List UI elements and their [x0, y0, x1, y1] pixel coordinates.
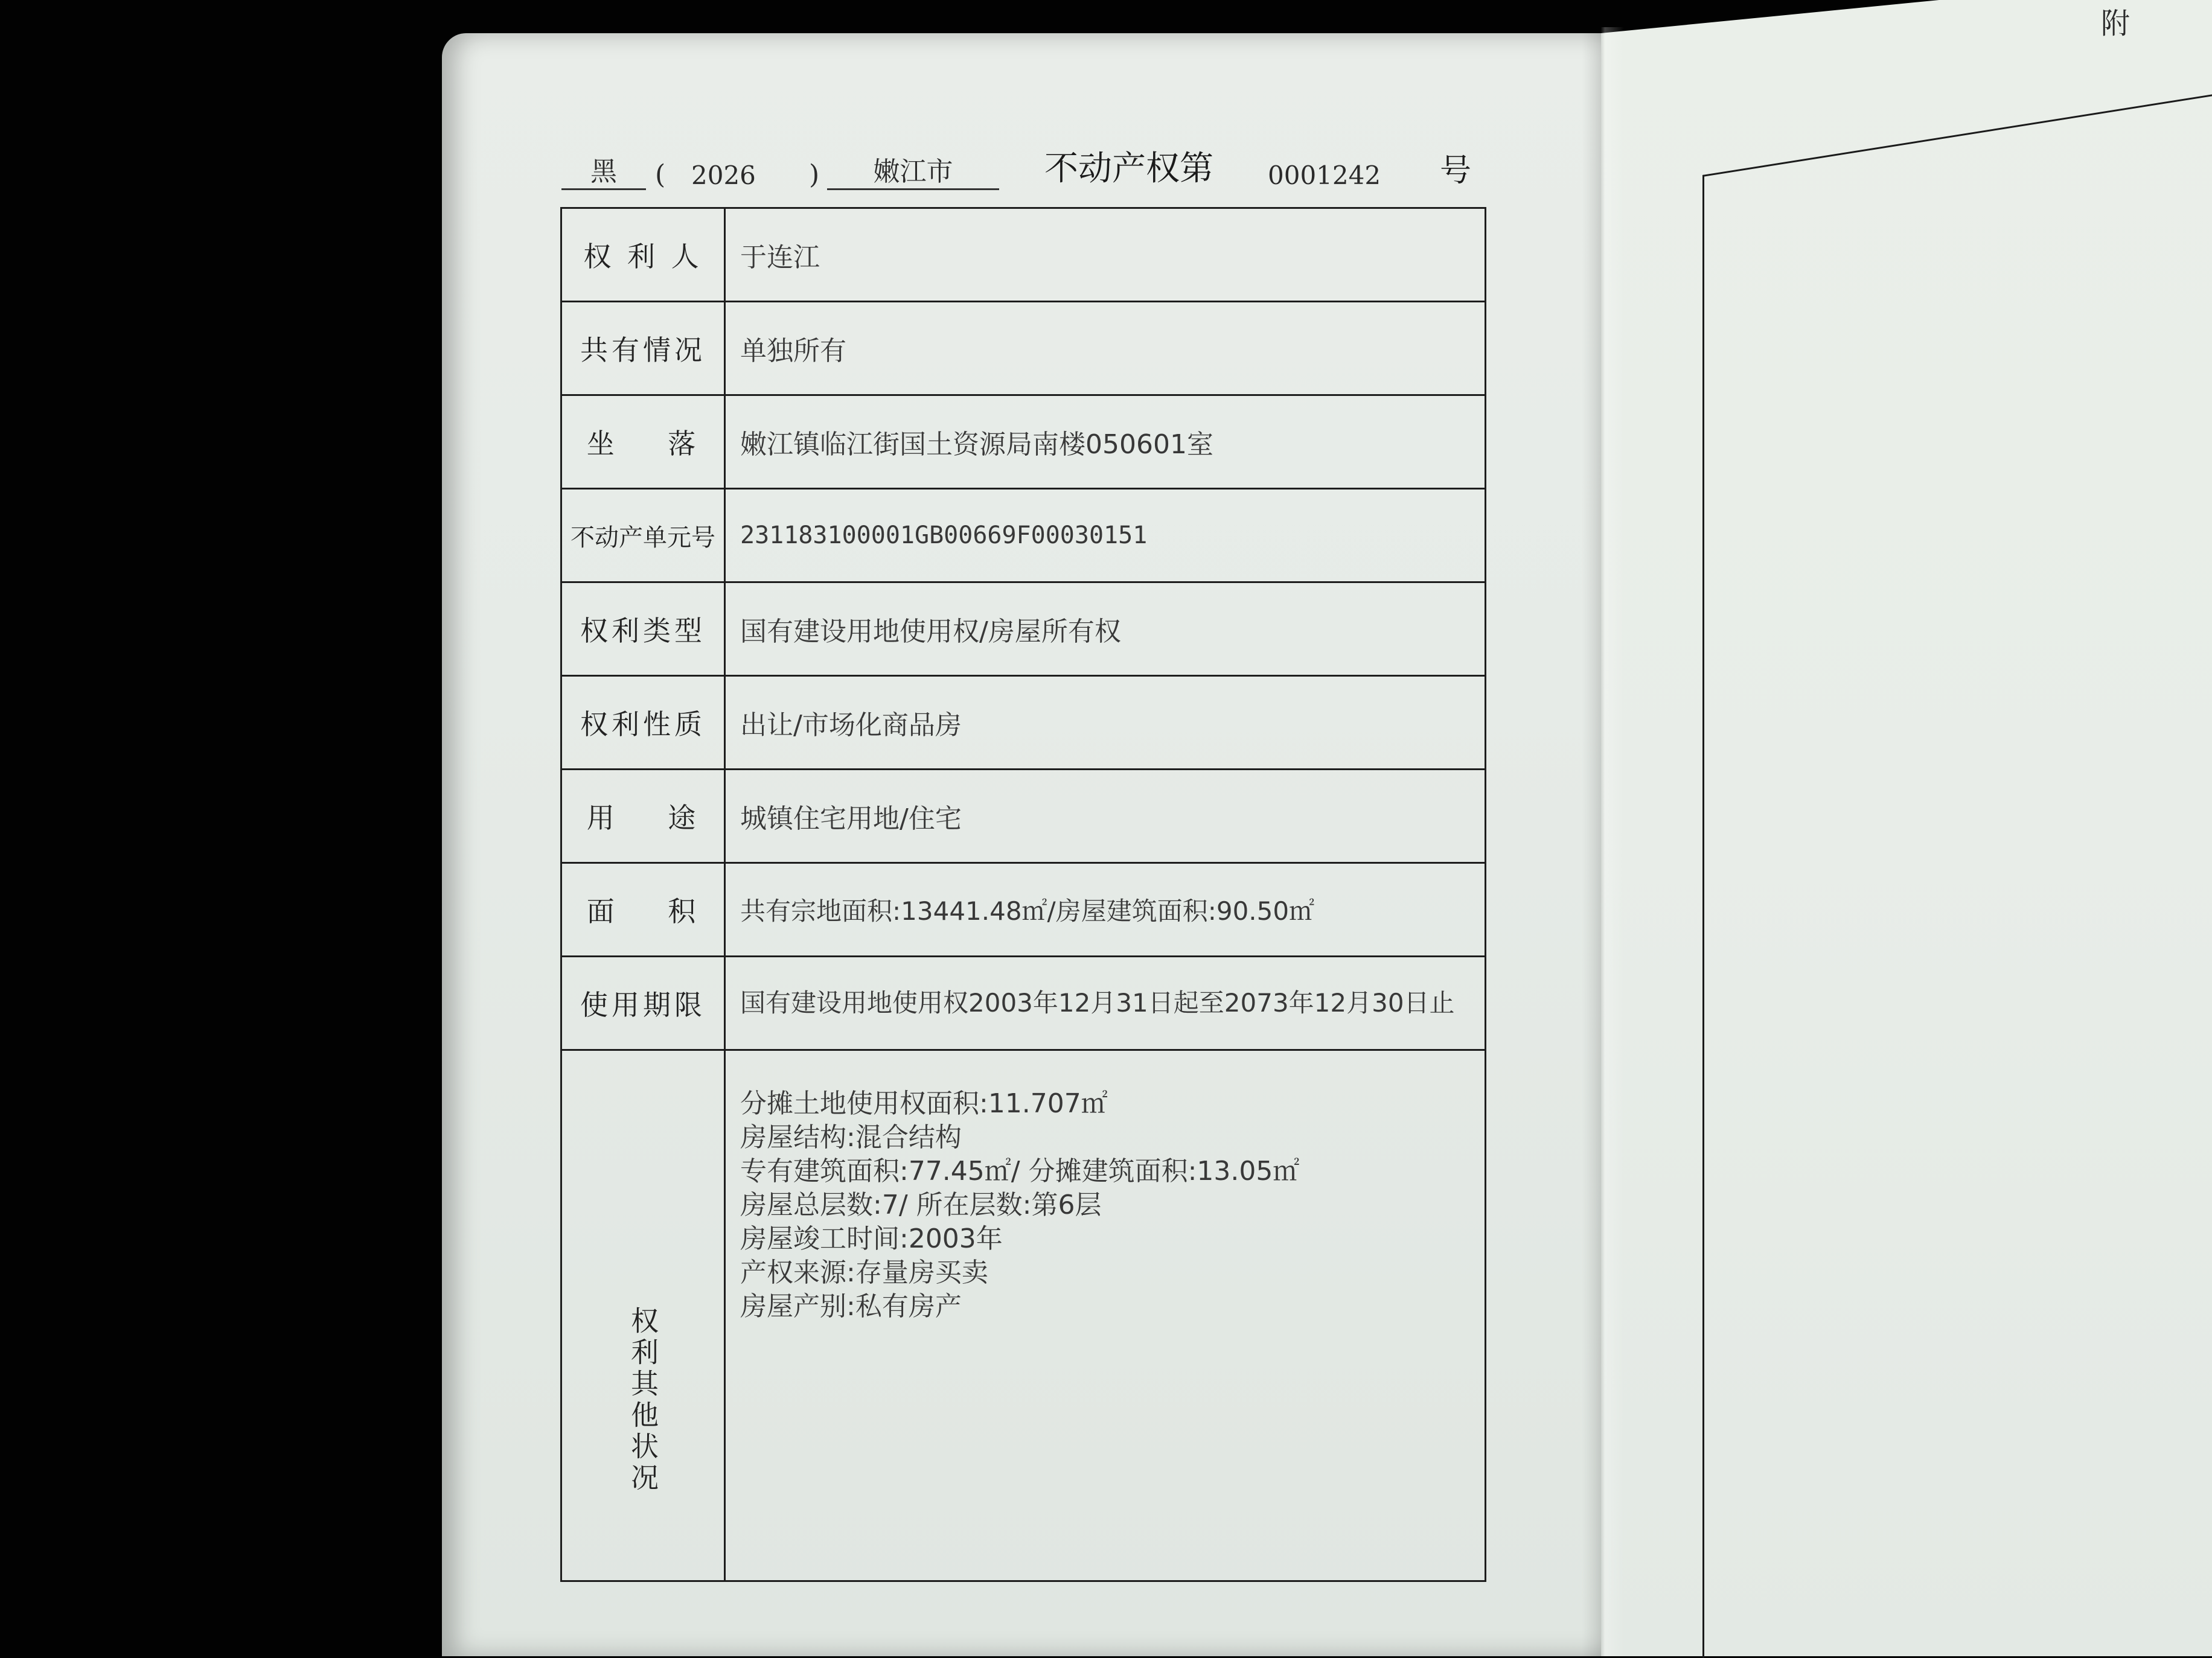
right-page-frame	[1702, 94, 2212, 1658]
other-line: 产权来源:存量房买卖	[740, 1257, 988, 1288]
booklet-spine	[1582, 27, 1624, 1656]
table-row	[561, 957, 1486, 1050]
table-row	[561, 770, 1486, 863]
cert-title: 不动产权第	[1044, 149, 1213, 188]
other-line: 房屋竣工时间:2003年	[740, 1223, 1003, 1254]
table-row	[561, 582, 1486, 676]
open-paren: (	[655, 159, 666, 190]
row-value: 嫩江镇临江街国土资源局南楼050601室	[725, 395, 1486, 489]
other-label-cell	[561, 1050, 725, 1581]
province-field: 黑	[561, 150, 646, 190]
city-field: 嫩江市	[827, 150, 999, 190]
table-row	[561, 208, 1486, 302]
row-value: 国有建设用地使用权2003年12月31日起至2073年12月30日止	[725, 957, 1486, 1050]
certificate-header	[561, 136, 1479, 190]
other-label: 权利其他状况	[627, 1306, 659, 1494]
table-row	[561, 676, 1486, 770]
row-value: 于连江	[725, 208, 1486, 302]
row-value: 出让/市场化商品房	[725, 676, 1486, 770]
row-label: 权 利 人	[561, 208, 725, 302]
row-value: 231183100001GB00669F00030151	[725, 489, 1486, 582]
other-line: 房屋产别:私有房产	[740, 1291, 962, 1322]
other-line: 专有建筑面积:77.45㎡/ 分摊建筑面积:13.05㎡	[740, 1156, 1300, 1187]
close-paren: )	[809, 159, 820, 190]
cert-number: 0001242	[1268, 161, 1381, 190]
row-label: 面 积	[561, 863, 725, 957]
other-details	[725, 1050, 1486, 1581]
row-label: 权利性质	[561, 676, 725, 770]
row-value: 国有建设用地使用权/房屋所有权	[725, 582, 1486, 676]
cert-suffix: 号	[1440, 153, 1472, 189]
other-line: 分摊土地使用权面积:11.707㎡	[740, 1088, 1108, 1119]
other-line: 房屋结构:混合结构	[740, 1122, 962, 1153]
table-row-other	[561, 1050, 1486, 1581]
other-line: 房屋总层数:7/ 所在层数:第6层	[740, 1190, 1102, 1220]
row-label: 权利类型	[561, 582, 725, 676]
table-row	[561, 863, 1486, 957]
row-label: 不动产单元号	[561, 489, 725, 582]
table-row	[561, 489, 1486, 582]
row-value: 城镇住宅用地/住宅	[725, 770, 1486, 863]
row-label: 使用期限	[561, 957, 725, 1050]
year-field: 2026	[691, 161, 756, 190]
row-label: 用 途	[561, 770, 725, 863]
table-row	[561, 302, 1486, 395]
table-row	[561, 395, 1486, 489]
row-value: 单独所有	[725, 302, 1486, 395]
row-value: 共有宗地面积:13441.48㎡/房屋建筑面积:90.50㎡	[725, 863, 1486, 957]
row-label: 共有情况	[561, 302, 725, 395]
property-certificate-table	[560, 207, 1486, 1582]
corner-mark: 附	[2101, 7, 2130, 40]
row-label: 坐 落	[561, 395, 725, 489]
